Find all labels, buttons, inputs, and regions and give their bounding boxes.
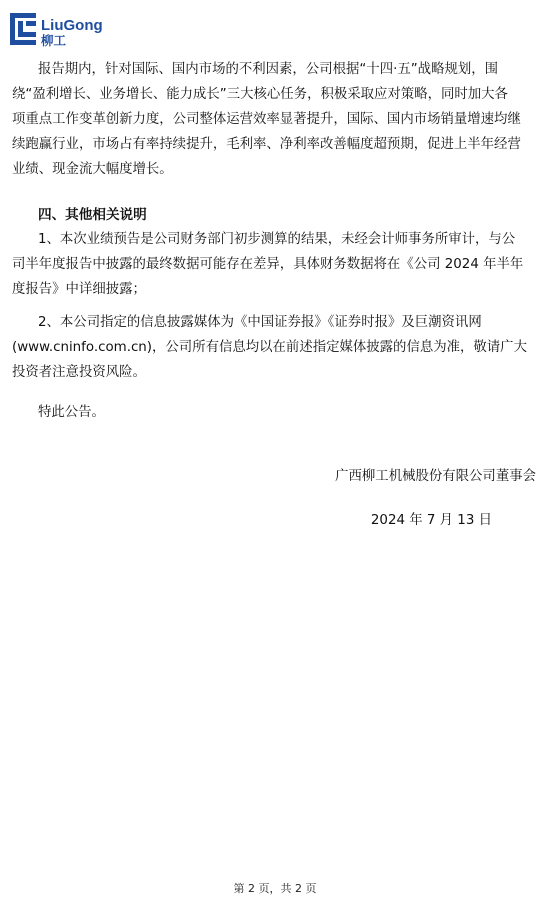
intro-line: 项重点工作变革创新力度，公司整体运营效率显著提升，国际、国内市场销量增速均继 <box>12 112 521 127</box>
intro-line: 绕“盈利增长、业务增长、能力成长”三大核心任务，积极采取应对策略，同时加大各 <box>12 87 508 102</box>
logo-brand-cn: 柳工 <box>41 33 67 48</box>
liugong-logo <box>8 10 128 48</box>
intro-line: 报告期内，针对国际、国内市场的不利因素，公司根据“十四·五”战略规划，围 <box>38 62 499 77</box>
note-line: 投资者注意投资风险。 <box>12 365 146 380</box>
intro-line: 续跑赢行业，市场占有率持续提升，毛利率、净利率改善幅度超预期，促进上半年经营 <box>12 137 521 152</box>
note-line: 1、本次业绩预告是公司财务部门初步测算的结果，未经会计师事务所审计，与公 <box>38 232 516 247</box>
liugong-logo-mark-icon <box>8 10 128 48</box>
logo-brand-en: LiuGong <box>41 17 103 34</box>
signature-company: 广西柳工机械股份有限公司董事会 <box>335 469 536 484</box>
signature-date: 2024 年 7 月 13 日 <box>370 513 492 528</box>
note-line: 司半年度报告中披露的最终数据可能存在差异，具体财务数据将在《公司 2024 年半年 <box>12 257 524 272</box>
intro-paragraph <box>12 57 540 182</box>
section-heading-other-notes: 四、其他相关说明 <box>38 207 147 223</box>
page-indicator: 第 2 页，共 2 页 <box>233 882 317 895</box>
note-line: 2、本公司指定的信息披露媒体为《中国证券报》《证券时报》及巨潮资讯网 <box>38 315 482 330</box>
note-item-2 <box>12 310 540 385</box>
note-line: (www.cninfo.com.cn)，公司所有信息均以在前述指定媒体披露的信息为准，敬请广大 <box>12 340 527 355</box>
note-item-1 <box>12 227 540 302</box>
closing-statement-block <box>12 400 540 425</box>
intro-line: 业绩、现金流大幅度增长。 <box>12 162 173 177</box>
closing-statement: 特此公告。 <box>38 405 105 420</box>
note-line: 度报告》中详细披露； <box>12 282 146 297</box>
